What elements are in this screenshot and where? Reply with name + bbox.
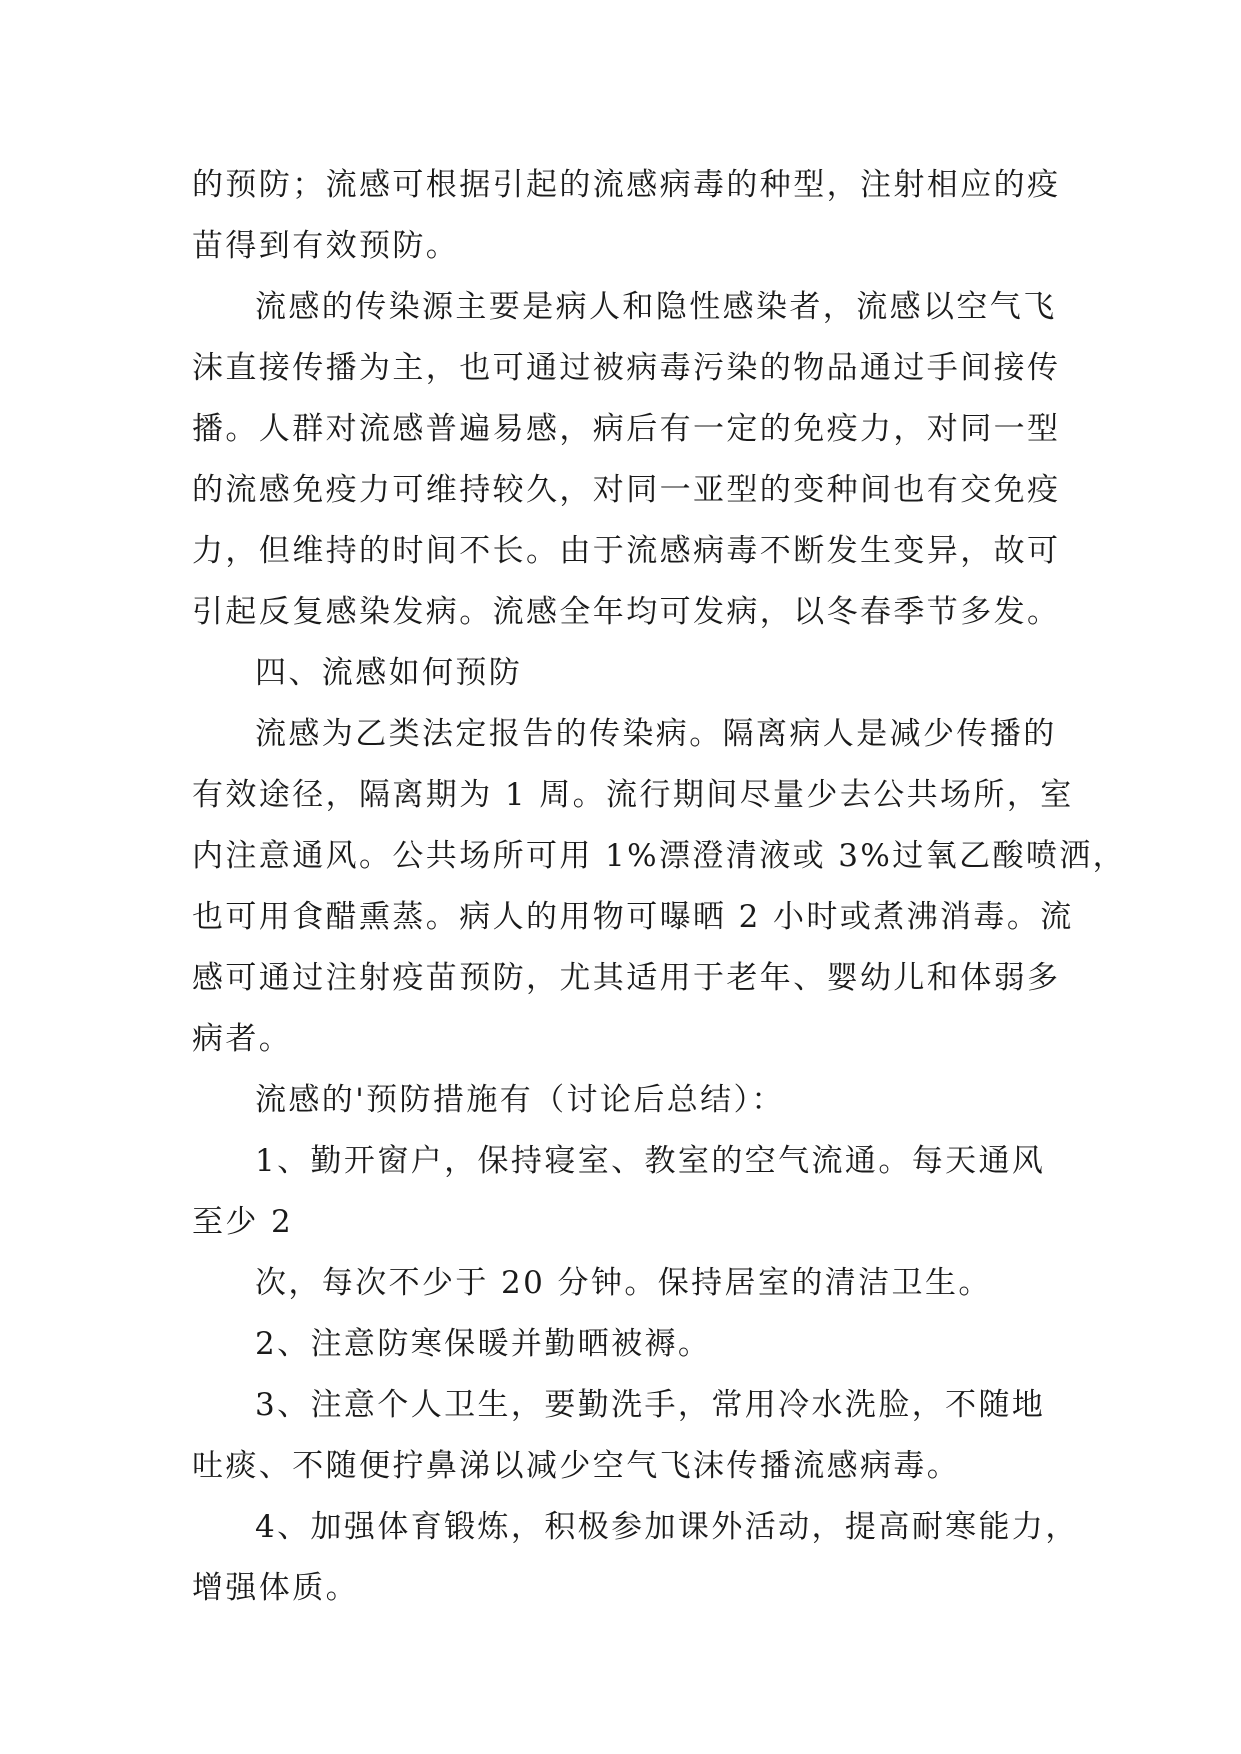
list-item-line: 1、勤开窗户，保持寝室、教室的空气流通。每天通风 bbox=[255, 1143, 1046, 1179]
text-line: 力，但维持的时间不长。由于流感病毒不断发生变异，故可 bbox=[192, 533, 1061, 569]
text-line: 至少 2 bbox=[192, 1204, 294, 1240]
paragraph-start-line: 流感为乙类法定报告的传染病。隔离病人是减少传播的 bbox=[255, 716, 1057, 752]
text-line: 病者。 bbox=[192, 1021, 293, 1057]
text-line: 引起反复感染发病。流感全年均可发病，以冬春季节多发。 bbox=[192, 594, 1061, 630]
text-line: 的流感免疫力可维持较久，对同一亚型的变种间也有交免疫 bbox=[192, 472, 1061, 508]
text-line: 内注意通风。公共场所可用 1%漂澄清液或 3%过氧乙酸喷洒， bbox=[192, 838, 1127, 874]
paragraph-start-line: 流感的'预防措施有（讨论后总结）： bbox=[255, 1082, 785, 1118]
list-item-line: 4、加强体育锻炼，积极参加课外活动，提高耐寒能力， bbox=[255, 1509, 1079, 1545]
text-line: 增强体质。 bbox=[192, 1570, 359, 1606]
text-line: 吐痰、不随便拧鼻涕以减少空气飞沫传播流感病毒。 bbox=[192, 1448, 961, 1484]
text-line: 次，每次不少于 20 分钟。保持居室的清洁卫生。 bbox=[255, 1265, 992, 1301]
paragraph-start-line: 流感的传染源主要是病人和隐性感染者，流感以空气飞 bbox=[255, 289, 1057, 325]
text-line: 播。人群对流感普遍易感，病后有一定的免疫力，对同一型 bbox=[192, 411, 1061, 447]
text-line: 苗得到有效预防。 bbox=[192, 228, 460, 264]
list-item-line: 3、注意个人卫生，要勤洗手，常用冷水洗脸，不随地 bbox=[255, 1387, 1046, 1423]
section-heading: 四、流感如何预防 bbox=[255, 655, 523, 691]
list-item-line: 2、注意防寒保暖并勤晒被褥。 bbox=[255, 1326, 712, 1362]
text-line: 感可通过注射疫苗预防，尤其适用于老年、婴幼儿和体弱多 bbox=[192, 960, 1061, 996]
text-line: 的预防；流感可根据引起的流感病毒的种型，注射相应的疫 bbox=[192, 167, 1061, 203]
text-line: 有效途径，隔离期为 1 周。流行期间尽量少去公共场所，室 bbox=[192, 777, 1074, 813]
text-line: 也可用食醋熏蒸。病人的用物可曝晒 2 小时或煮沸消毒。流 bbox=[192, 899, 1074, 935]
text-line: 沫直接传播为主，也可通过被病毒污染的物品通过手间接传 bbox=[192, 350, 1061, 386]
